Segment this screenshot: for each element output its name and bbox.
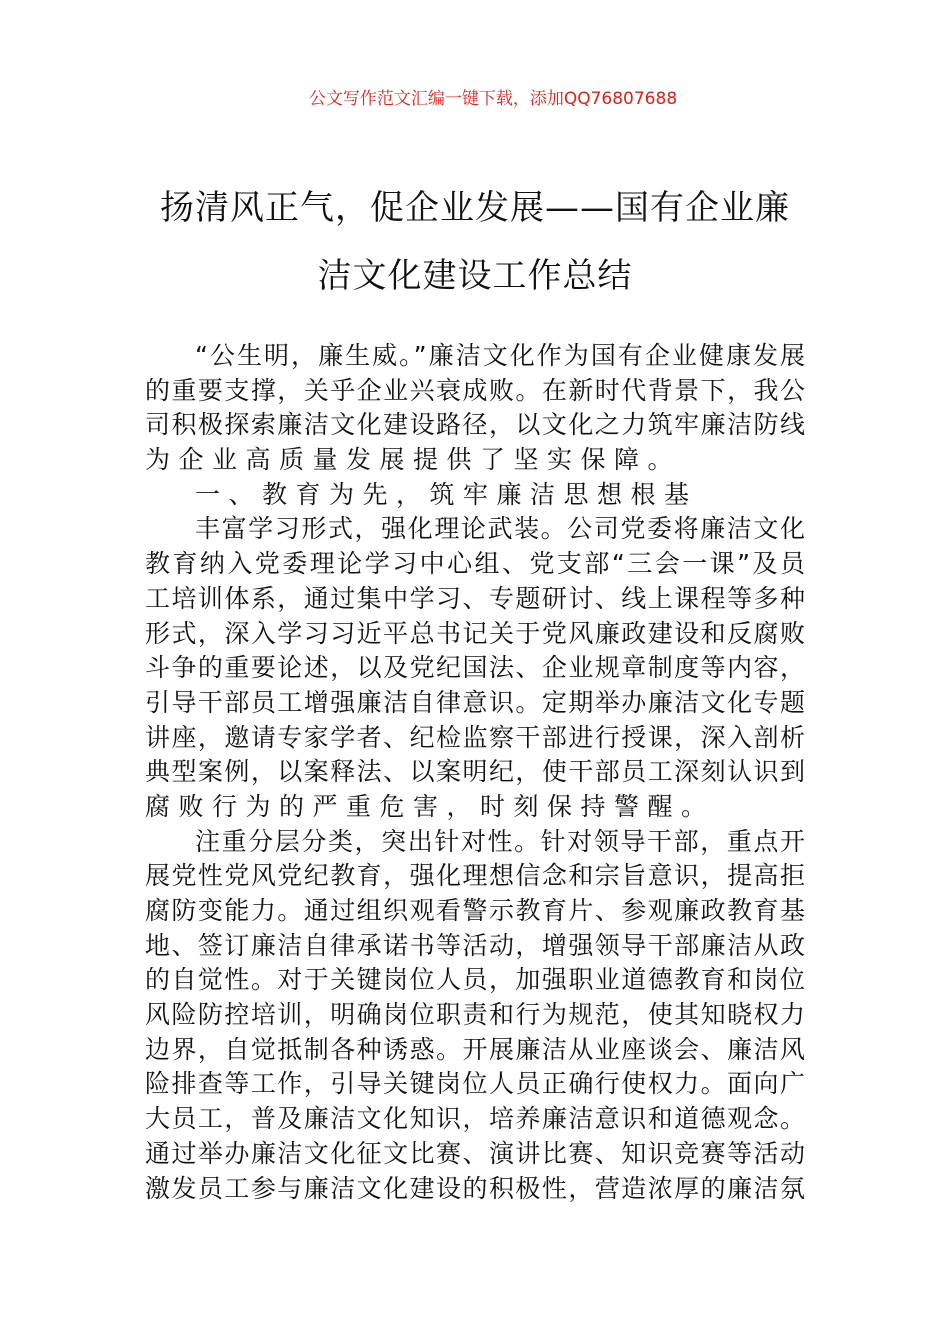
document-body bbox=[145, 339, 805, 1206]
text-line: 地、签订廉洁自律承诺书等活动，增强领导干部廉洁从政 bbox=[145, 930, 805, 960]
text-line: 注重分层分类，突出针对性。针对领导干部，重点开 bbox=[195, 826, 805, 856]
text-line: 工培训体系，通过集中学习、专题研讨、线上课程等多种 bbox=[145, 583, 805, 613]
text-line: 边界，自觉抵制各种诱惑。开展廉洁从业座谈会、廉洁风 bbox=[145, 1034, 805, 1064]
text-line: 激发员工参与廉洁文化建设的积极性，营造浓厚的廉洁氛 bbox=[145, 1173, 805, 1203]
promo-header: 公文写作范文汇编一键下载，添加QQ76807688 bbox=[308, 89, 678, 109]
text-line: 引导干部员工增强廉洁自律意识。定期举办廉洁文化专题 bbox=[145, 687, 805, 717]
text-line: 腐防变能力。通过组织观看警示教育片、参观廉政教育基 bbox=[145, 896, 805, 925]
text-line: 的重要支撑，关乎企业兴衰成败。在新时代背景下，我公 bbox=[145, 375, 805, 405]
text-line: 教育纳入党委理论学习中心组、党支部“三会一课”及员 bbox=[145, 549, 805, 579]
text-line: 的自觉性。对于关键岗位人员，加强职业道德教育和岗位 bbox=[145, 965, 805, 995]
document-title-line-2: 洁文化建设工作总结 bbox=[317, 256, 633, 296]
text-line: 大员工，普及廉洁文化知识，培养廉洁意识和道德观念。 bbox=[145, 1104, 805, 1134]
text-line: 腐败行为的严重危害，时刻保持警醒。 bbox=[145, 791, 715, 821]
document-title-line-1: 扬清风正气，促企业发展——国有企业廉 bbox=[160, 188, 790, 228]
text-line: 一、教育为先，筑牢廉洁思想根基 bbox=[195, 479, 698, 509]
text-line: 司积极探索廉洁文化建设路径，以文化之力筑牢廉洁防线 bbox=[145, 410, 805, 440]
text-line: 为企业高质量发展提供了坚实保障。 bbox=[145, 445, 682, 475]
text-line: 风险防控培训，明确岗位职责和行为规范，使其知晓权力 bbox=[145, 1000, 805, 1030]
text-line: 展党性党风党纪教育，强化理想信念和宗旨意识，提高拒 bbox=[145, 861, 805, 891]
text-line: 讲座，邀请专家学者、纪检监察干部进行授课，深入剖析 bbox=[145, 722, 805, 752]
text-line: 典型案例，以案释法、以案明纪，使干部员工深刻认识到 bbox=[145, 757, 805, 787]
text-line: 丰富学习形式，强化理论武装。公司党委将廉洁文化 bbox=[195, 514, 805, 544]
text-line: “公生明，廉生威。”廉洁文化作为国有企业健康发展 bbox=[195, 341, 805, 370]
text-line: 险排查等工作，引导关键岗位人员正确行使权力。面向广 bbox=[145, 1069, 805, 1099]
text-line: 形式，深入学习习近平总书记关于党风廉政建设和反腐败 bbox=[145, 618, 805, 648]
text-line: 斗争的重要论述，以及党纪国法、企业规章制度等内容， bbox=[145, 653, 805, 683]
text-line: 通过举办廉洁文化征文比赛、演讲比赛、知识竞赛等活动 bbox=[145, 1138, 805, 1168]
